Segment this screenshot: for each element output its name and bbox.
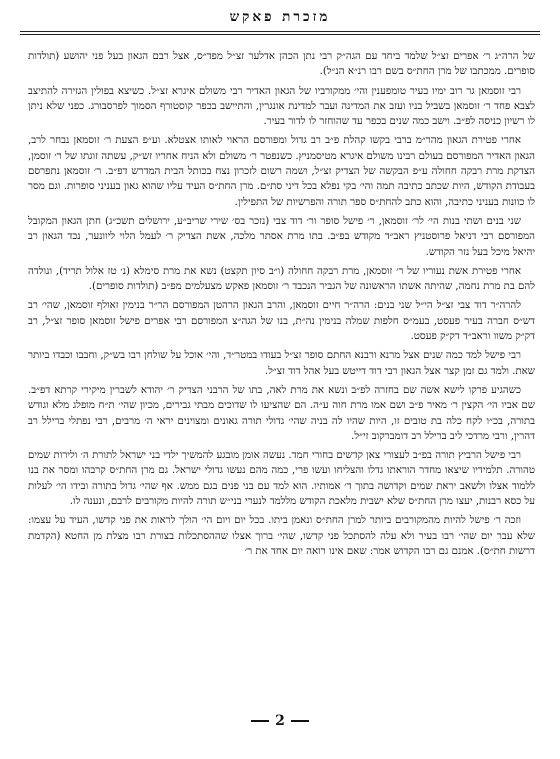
paragraph: רבי פישל למד כמה שנים אצל מרנא ורבנא החתם סופר זצ״ל בעודו במטר״ד, והי׳ אוכל על שולחן רבו בש״ק, וחבבו וכבדו ביותר שאת. ולמד גם זמן קצר אצל הגאון רבי דוד דייטש בעל אהל דוד זצ״ל. — [28, 350, 535, 377]
footer-dash-right — [291, 720, 309, 722]
paragraph: רבי פישל הרביץ תורה בפ״ב לעצורי צאן קדשים בחורי חמד. נעשה אומן מובגע להמשיך ילדי בני ישראל לתורת ה׳ ולירות שמים טהורה. תלמידיו שיצאו מחדר הוראתו גדלו והצליחו ועשו פרי, כמה מהם נעשו גדולי ישראל. גם מרן החת״ס קרבהו ומסר את בנו ללמוד אצלו ולשאב יראת שמים וקדושה בתוך ד׳ אמותיו. הוא למד עם בני פנים בגם ממש. אף שהי׳ גדול בתורה ובידו הי׳ לעלות על כסא רבנות, יעצו מרן החת״ס שלא ישבית מלאכת הקודש מללמד לנערי בני״ש תורה להיות מקורבים לרבם, ונענה לו. — [28, 450, 535, 508]
paragraph: אחרי פטירת הגאון מהר״מ ברבי בקשו קהלת פ״ב רב גדול ומפורסם הראוי לאותו אצטלא. וע״פ הצעת ר׳ זוסמאן נבחר לרב, הגאון האדיר המפורסם בעולם רבינו משולם איגרא מטיסמניץ. כשנפטר ר׳ משולם ולא הניח אחריו זש״ק, עשתה זוגתו של ר׳ זוסמן, הצדקת מרת רבקה חחולה ע״פ הבקשה של הצדיק זצ״ל, ושמה רשום לזכרון נצח בכותל הבית המדרש דפ״ב. ר׳ זוסמאן נתפרסם בעבודת הקודש, היות שכתב כתיבה תמה והי׳ בקי נפלא בכל דיני סת״ם. מרן החת״ס העיד עליו שהוא גאון בעניני סופרות. וגם מסר לו כוונות בעניני כתיבה, והוא כתב להחת״ס ספר תורה והפרשיות של התפילין. — [28, 135, 535, 208]
header-title: מזכרת פאקש — [229, 9, 331, 25]
paragraph: שני בנים ושתי בנות הי׳ לר׳ זוסמאן, ר׳ פישל סופר ור׳ דוד צבי (נזכר בס׳ שירי שריב״ע, ירושלים תשכ״ג) חתן הגאון המקובל המפורסם רבי דניאל פרוסטניץ ראב״ד מקודש בפ״ב. בתו מרת אסתר מלכה, אשת הצדיק ר׳ לעמל הלוי ליוונער, נכד הגאון רב יהיאל מיכל בעל נזר הקודש. — [28, 215, 535, 258]
paragraph: של הרה״ג ר׳ אפרים זצ״ל שלמד ביחד עם הגה״ק רבי נתן הכהן אדלער זצ״ל מפד״ס, אצל רבם הגאון בעל פני יהושע (תולדות סופרים. ממכתבו של מרן החת״ס בשם רבו רנ״א הנ״ל). — [28, 51, 535, 78]
page-number: 2 — [275, 713, 285, 729]
paragraph: אחרי פטירת אשת נעוריו של ר׳ זוסמאן, מרת רבקה חחולה (ו״ב סיון תקצט) נשא את מרת סימלא (נ׳ טז אלול תריד), ונולדה להם בת מרת נחמה, שהיתה אשתו הראשונה של הגביר הנכבד ר׳ זוסמאן פאקש מצעלמים מפ״ב (תולדות סופרים). — [28, 265, 535, 293]
page-header — [20, 8, 540, 38]
document-body — [28, 49, 535, 563]
paragraph: רבי זוסמאן גר רוב ימיו בעיר טומפענין והי׳ ממקורביו של הגאון האדיר רבי משולם איגרא זצ״ל. כשיצא בפולין הגזירה להתיצב לצבא פחד ר׳ זוסמאן בשביל בניו ועזב את המדינה ועבר למדינת אונגרין, והתיישב בכפר קוסטורף הסמוך לפרסבורג. כפני שלא ניתן לו רשיון כניסה לפ״ב. וישב כמה שנים בכפר עד שהוחזר לו לדור בעיר. — [28, 85, 535, 128]
header-rule-bottom — [20, 34, 540, 35]
page-footer — [0, 713, 560, 729]
header-rule-top — [20, 31, 540, 32]
footer-dash-left — [251, 720, 269, 722]
paragraph: וזכה ר׳ פישל להיות מהמקורבים ביותר למרן החת״ס ונאמן ביתו. בכל יום ויום הי׳ הולך לראות את פני קדשו, העיד על עצמו: שלא עבר יום שהי׳ רבו בעיר ולא עלה להסתכל פני קדשו, שהי׳ ברוך אצלו שההסתכלות בצורת רבו מצלת מן החטא (הקדמת דרשות חת״ס). אמנם גם רבו הקדוש אמר: שאם אינו רואה יום אחד את ר׳ — [28, 515, 535, 557]
paragraph: להרה״ר דוד צבי זצ״ל הי״ל שני בנים: הרה״ר חיים זוסמאן, והרב הגאון הרהטן המפורסם הר״ר בנימין זאולף זוסמאן, שהי׳ רב דש״ס חברה בעיר פעסט, בעמ״ס חלפות שמלה בנימין נה״ת, בנו של הגה״צ המפורסם רבי אפרים פישל זוסמאן סופר זצ״ל, רב דק״ק משוו וראב״ד דק״ק פעסט. — [28, 300, 535, 343]
paragraph: כשהגיע פרקו לישא אשה שם בחזרה לפ״ב ונשא את מרת לאה, בתו של הרבני הצדיק ר׳ יהודא לשברין מיקירי קרתא דפ״ב. שם אביו הי׳ הקצין ר׳ מאיר פ״ב ושם אמו מרת חוה ע״ה. הם שהציעו לו שדוכים מבתי גבירים, מכיון שהי׳ ת״ח מופלג מלא וגודש בתורה, בכ״ו לקח כלה בת טובים זו, היות שהיו לה בניה שהי׳ גדולי תורה גאונים ומצוינים יראי ה׳ מרבים, רבי נפתלי ברילל רב דהרין, ורבי מרדכי ליב ברילל רב דומברקוב זי״ל. — [28, 384, 535, 442]
